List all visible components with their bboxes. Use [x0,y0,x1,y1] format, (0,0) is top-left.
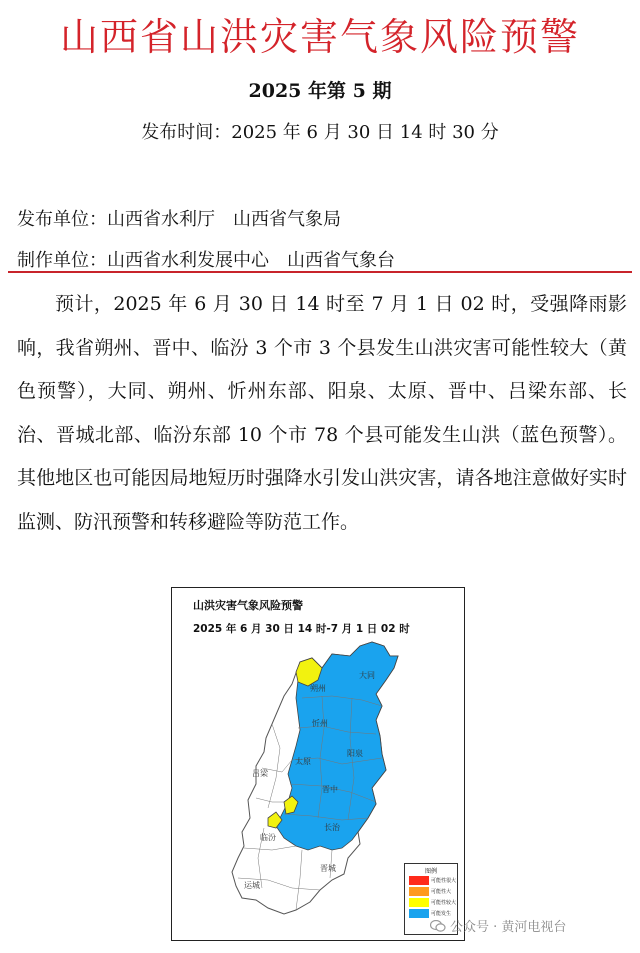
legend-swatch-yellow [409,898,429,907]
warning-title: 山西省山洪灾害气象风险预警 [59,15,580,59]
city-label-yangquan: 阳泉 [347,749,363,758]
legend-row [409,875,457,886]
producer-line: 制作单位：山西省水利发展中心 山西省气象台 [17,250,395,271]
city-label-jinzhong: 晋中 [322,785,338,794]
city-label-lvliang: 吕梁 [252,769,268,778]
legend-swatch-red [409,876,429,885]
map-subtitle: 2025 年 6 月 30 日 14 时-7 月 1 日 02 时 [193,623,410,635]
wechat-watermark [430,916,566,935]
city-label-taiyuan: 太原 [295,757,311,766]
forecast-paragraph: 预计，2025 年 6 月 30 日 14 时至 7 月 1 日 02 时，受强降雨影响，我省朔州、晋中、临汾 3 个市 3 个县发生山洪灾害可能性较大（黄色预警），大同、朔州、忻州东部、阳泉、太原、晋中、吕梁东部、长治、晋城北部、临汾东部 10 个市 78 个县可能发生山洪（蓝色预警）。其他地区也可能因局地短历时强降水引发山洪灾害，请各地注意做好实时监测、防汛预警和转移避险等防范工作。 [17,293,627,533]
legend-swatch-blue [409,909,429,918]
legend-label: 可能性很大 [431,878,457,884]
risk-map [171,587,465,941]
city-label-xinzhou: 忻州 [312,719,328,728]
legend-row [409,897,457,908]
publish-time: 发布时间：2025 年 6 月 30 日 14 时 30 分 [141,122,499,143]
city-label-datong: 大同 [359,671,375,680]
city-label-shuozhou: 朔州 [310,684,326,693]
city-label-yuncheng: 运城 [244,881,260,890]
legend-row [409,886,457,897]
red-divider [8,271,632,273]
city-label-linfen: 临汾 [260,833,276,842]
legend-label: 可能发生 [431,911,452,917]
legend-label: 可能性较大 [431,900,457,906]
watermark-text: 公众号 · 黄河电视台 [450,920,567,935]
legend-label: 可能性大 [431,889,452,895]
publisher-line: 发布单位：山西省水利厅 山西省气象局 [17,209,341,230]
city-label-changzhi: 长治 [324,823,340,832]
legend-title: 图例 [424,868,437,875]
map-title: 山洪灾害气象风险预警 [193,599,303,612]
wechat-icon [430,920,446,932]
issue-number: 2025 年第 5 期 [248,80,392,102]
city-label-jincheng: 晋城 [320,864,336,873]
legend-swatch-orange [409,887,429,896]
